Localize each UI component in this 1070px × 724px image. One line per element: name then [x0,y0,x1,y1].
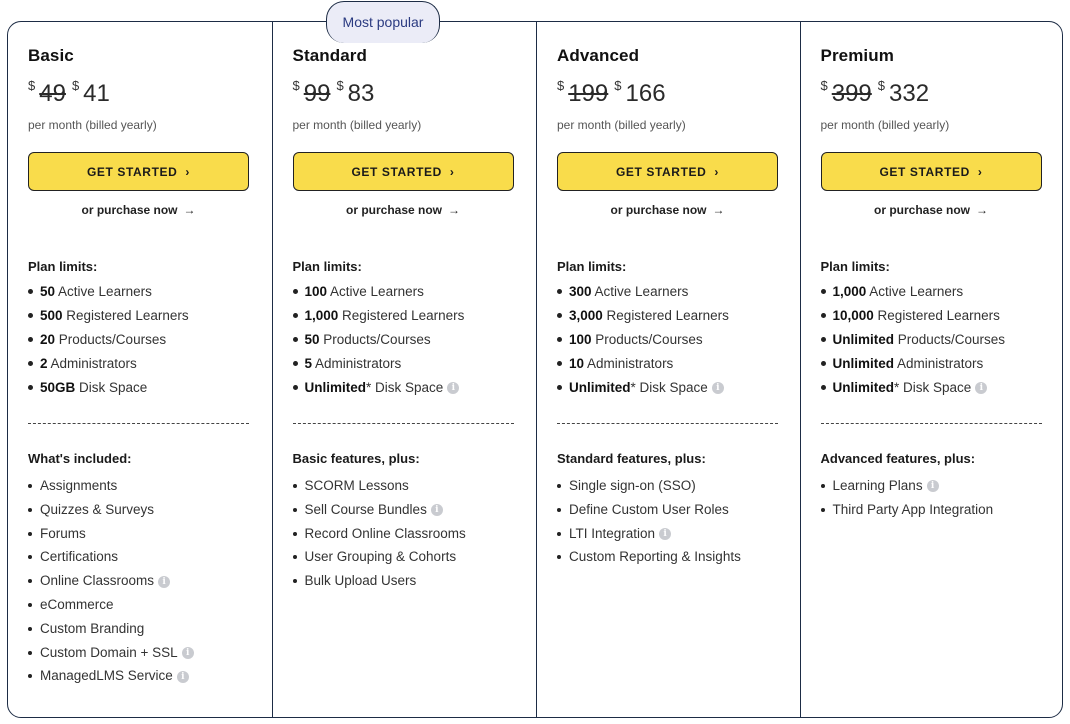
limit-label: Registered Learners [62,308,189,323]
feature-label: Assignments [40,478,118,493]
plan-limit-item [557,376,780,400]
get-started-button[interactable] [293,152,514,191]
original-price: 49 [39,80,66,107]
limit-value: 1,000 [304,308,339,323]
feature-item [557,545,780,569]
feature-label: Custom Domain + SSL [40,644,178,660]
purchase-now-link[interactable] [28,203,249,217]
plan-limits-title: Plan limits: [820,259,890,274]
price-row [821,74,1043,110]
plan-limit-item [821,352,1043,376]
feature-label: ManagedLMS Service [40,668,173,684]
discounted-price: 332 [889,80,930,107]
plan-limit-item [293,376,517,400]
limit-label: Active Learners [866,284,964,299]
limit-label: Registered Learners [338,308,465,323]
limit-label: * Disk Space [630,380,708,395]
feature-item [28,474,252,498]
feature-item [28,498,252,522]
limit-label: Administrators [47,356,137,371]
limit-value: Unlimited [569,380,631,395]
info-icon[interactable]: i [177,671,189,683]
limit-label: * Disk Space [894,380,972,395]
limit-value: 50 [40,284,56,299]
limit-value: Unlimited [832,356,895,371]
info-icon[interactable]: i [712,382,724,394]
get-started-button[interactable] [557,152,778,191]
limit-value: 50 [304,332,320,347]
feature-item [293,498,517,522]
feature-label: Single sign-on (SSO) [569,478,696,493]
feature-item [293,474,517,498]
plan-limits-list [557,280,780,400]
feature-label: Custom Reporting & Insights [569,549,741,565]
limit-label: Registered Learners [602,308,729,323]
limit-value: 2 [40,356,48,371]
feature-label: Certifications [40,549,119,565]
limit-value: Unlimited [832,332,895,347]
arrow-right-icon: → [976,203,989,217]
purchase-now-link[interactable] [821,203,1042,217]
plan-limit-item [28,352,252,376]
limit-label: Products/Courses [55,332,167,347]
plan-limit-item [821,328,1043,352]
plan-standard [272,22,537,717]
feature-item [293,569,517,593]
get-started-label: GET STARTED [351,164,442,179]
plan-premium [800,22,1063,717]
plan-basic [8,22,272,717]
feature-label: Learning Plans [832,478,923,493]
plan-limit-item [557,352,780,376]
limit-value: 100 [569,332,592,347]
limit-label: Active Learners [591,284,689,299]
arrow-right-icon: → [448,203,461,217]
limit-value: 300 [569,284,592,299]
limit-label: * Disk Space [366,380,444,395]
price-row [28,74,252,110]
limit-label: Products/Courses [894,332,1006,347]
plan-limit-item [28,280,252,304]
feature-item [28,664,252,688]
currency-symbol: $ [614,78,622,93]
plan-limit-item [557,304,780,328]
feature-item [28,593,252,617]
chevron-right-icon: › [185,164,190,179]
purchase-now-label: or purchase now [873,203,971,217]
plan-limit-item [293,352,517,376]
original-price: 399 [831,80,872,107]
arrow-right-icon: → [183,203,196,217]
plan-limit-item [28,328,252,352]
divider [821,423,1042,424]
info-icon[interactable]: i [158,576,170,588]
plan-name: Basic [28,46,74,65]
get-started-button[interactable] [28,152,249,191]
billing-note: per month (billed yearly) [28,118,157,132]
feature-item [821,474,1043,498]
feature-item [28,641,252,665]
discounted-price: 166 [625,80,666,107]
feature-label: Bulk Upload Users [304,573,417,589]
features-list [28,474,252,688]
feature-label: Quizzes & Surveys [40,501,155,517]
chevron-right-icon: › [449,164,455,179]
divider [557,423,778,424]
plan-limits-list [821,280,1043,400]
purchase-now-label: or purchase now [610,203,707,217]
discounted-price: 83 [347,80,375,107]
feature-label: SCORM Lessons [304,478,409,493]
limit-label: Active Learners [327,284,424,299]
pricing-table [7,14,1063,718]
purchase-now-label: or purchase now [81,203,178,217]
limit-label: Administrators [312,356,402,371]
plan-limits-title: Plan limits: [28,259,98,274]
plan-limits-list [293,280,517,400]
get-started-label: GET STARTED [616,164,707,179]
info-icon[interactable]: i [182,647,194,659]
currency-symbol: $ [71,78,80,93]
info-icon[interactable]: i [447,382,459,394]
features-title: Advanced features, plus: [820,451,976,466]
feature-item [557,498,780,522]
feature-item [293,522,517,546]
plan-limit-item [293,304,517,328]
plan-limit-item [293,280,517,304]
feature-item [28,522,252,546]
currency-symbol: $ [28,78,36,93]
feature-label: Third Party App Integration [832,501,994,517]
original-price: 99 [303,80,331,107]
feature-label: User Grouping & Cohorts [304,549,457,565]
limit-value: 20 [40,332,56,347]
get-started-label: GET STARTED [87,164,178,179]
feature-label: Forums [40,525,86,541]
currency-symbol: $ [820,78,828,93]
feature-item [28,569,252,593]
purchase-now-label: or purchase now [345,203,443,217]
plan-limit-item [28,376,252,400]
plan-limit-item [557,280,780,304]
feature-label: Online Classrooms [40,573,155,589]
feature-label: Record Online Classrooms [304,525,466,541]
limit-value: 10,000 [832,308,874,323]
plan-advanced [536,22,800,717]
get-started-label: GET STARTED [879,164,970,179]
feature-label: LTI Integration [569,525,656,541]
currency-symbol: $ [557,78,565,93]
feature-item [293,545,517,569]
plan-limit-item [293,328,517,352]
plan-limits-list [28,280,252,400]
currency-symbol: $ [292,78,300,93]
limit-label: Administrators [894,356,984,371]
chevron-right-icon: › [714,164,719,179]
limit-value: 10 [569,356,585,371]
features-title: Standard features, plus: [557,451,706,466]
arrow-right-icon: → [712,203,725,217]
features-title: Basic features, plus: [292,451,420,466]
limit-label: Administrators [584,356,674,371]
features-title: What's included: [28,451,132,466]
info-icon[interactable]: i [975,382,987,394]
plan-limits-title: Plan limits: [557,259,627,274]
divider [28,423,249,424]
purchase-now-link[interactable] [557,203,778,217]
limit-label: Products/Courses [591,332,703,347]
price-row [557,74,780,110]
feature-item [557,522,780,546]
feature-item [557,474,780,498]
limit-value: Unlimited [832,380,895,395]
limit-value: 1,000 [832,284,867,299]
plan-name: Standard [292,46,367,65]
divider [293,423,514,424]
feature-label: Sell Course Bundles [304,501,427,517]
currency-symbol: $ [877,78,886,93]
limit-value: 500 [40,308,63,323]
plan-name: Premium [820,46,894,65]
chevron-right-icon: › [977,164,983,179]
feature-item [28,545,252,569]
limit-label: Active Learners [55,284,152,299]
billing-note: per month (billed yearly) [292,118,422,132]
info-icon[interactable]: i [927,480,939,492]
features-list [821,474,1043,522]
original-price: 199 [568,80,609,107]
plan-limit-item [821,376,1043,400]
most-popular-label: Most popular [342,14,424,30]
plan-limit-item [557,328,780,352]
plan-name: Advanced [557,46,640,65]
limit-value: 50GB [40,380,76,395]
feature-label: eCommerce [40,596,114,612]
features-list [293,474,517,593]
limit-label: Disk Space [75,380,148,395]
currency-symbol: $ [336,78,344,93]
discounted-price: 41 [83,80,110,107]
info-icon[interactable]: i [659,528,671,540]
billing-note: per month (billed yearly) [820,118,950,132]
features-list [557,474,780,569]
limit-label: Registered Learners [873,308,1000,323]
plan-limit-item [821,280,1043,304]
feature-label: Custom Branding [40,620,145,636]
plan-limit-item [28,304,252,328]
info-icon[interactable]: i [431,504,443,516]
get-started-button[interactable] [821,152,1042,191]
limit-value: 100 [304,284,328,299]
price-row [293,74,517,110]
feature-item [28,617,252,641]
limit-value: Unlimited [304,380,367,395]
billing-note: per month (billed yearly) [557,118,686,132]
plan-limits-title: Plan limits: [292,259,362,274]
purchase-now-link[interactable] [293,203,514,217]
feature-item [821,498,1043,522]
feature-label: Define Custom User Roles [569,501,729,517]
limit-label: Products/Courses [319,332,431,347]
limit-value: 5 [304,356,313,371]
limit-value: 3,000 [569,308,603,323]
plan-limit-item [821,304,1043,328]
